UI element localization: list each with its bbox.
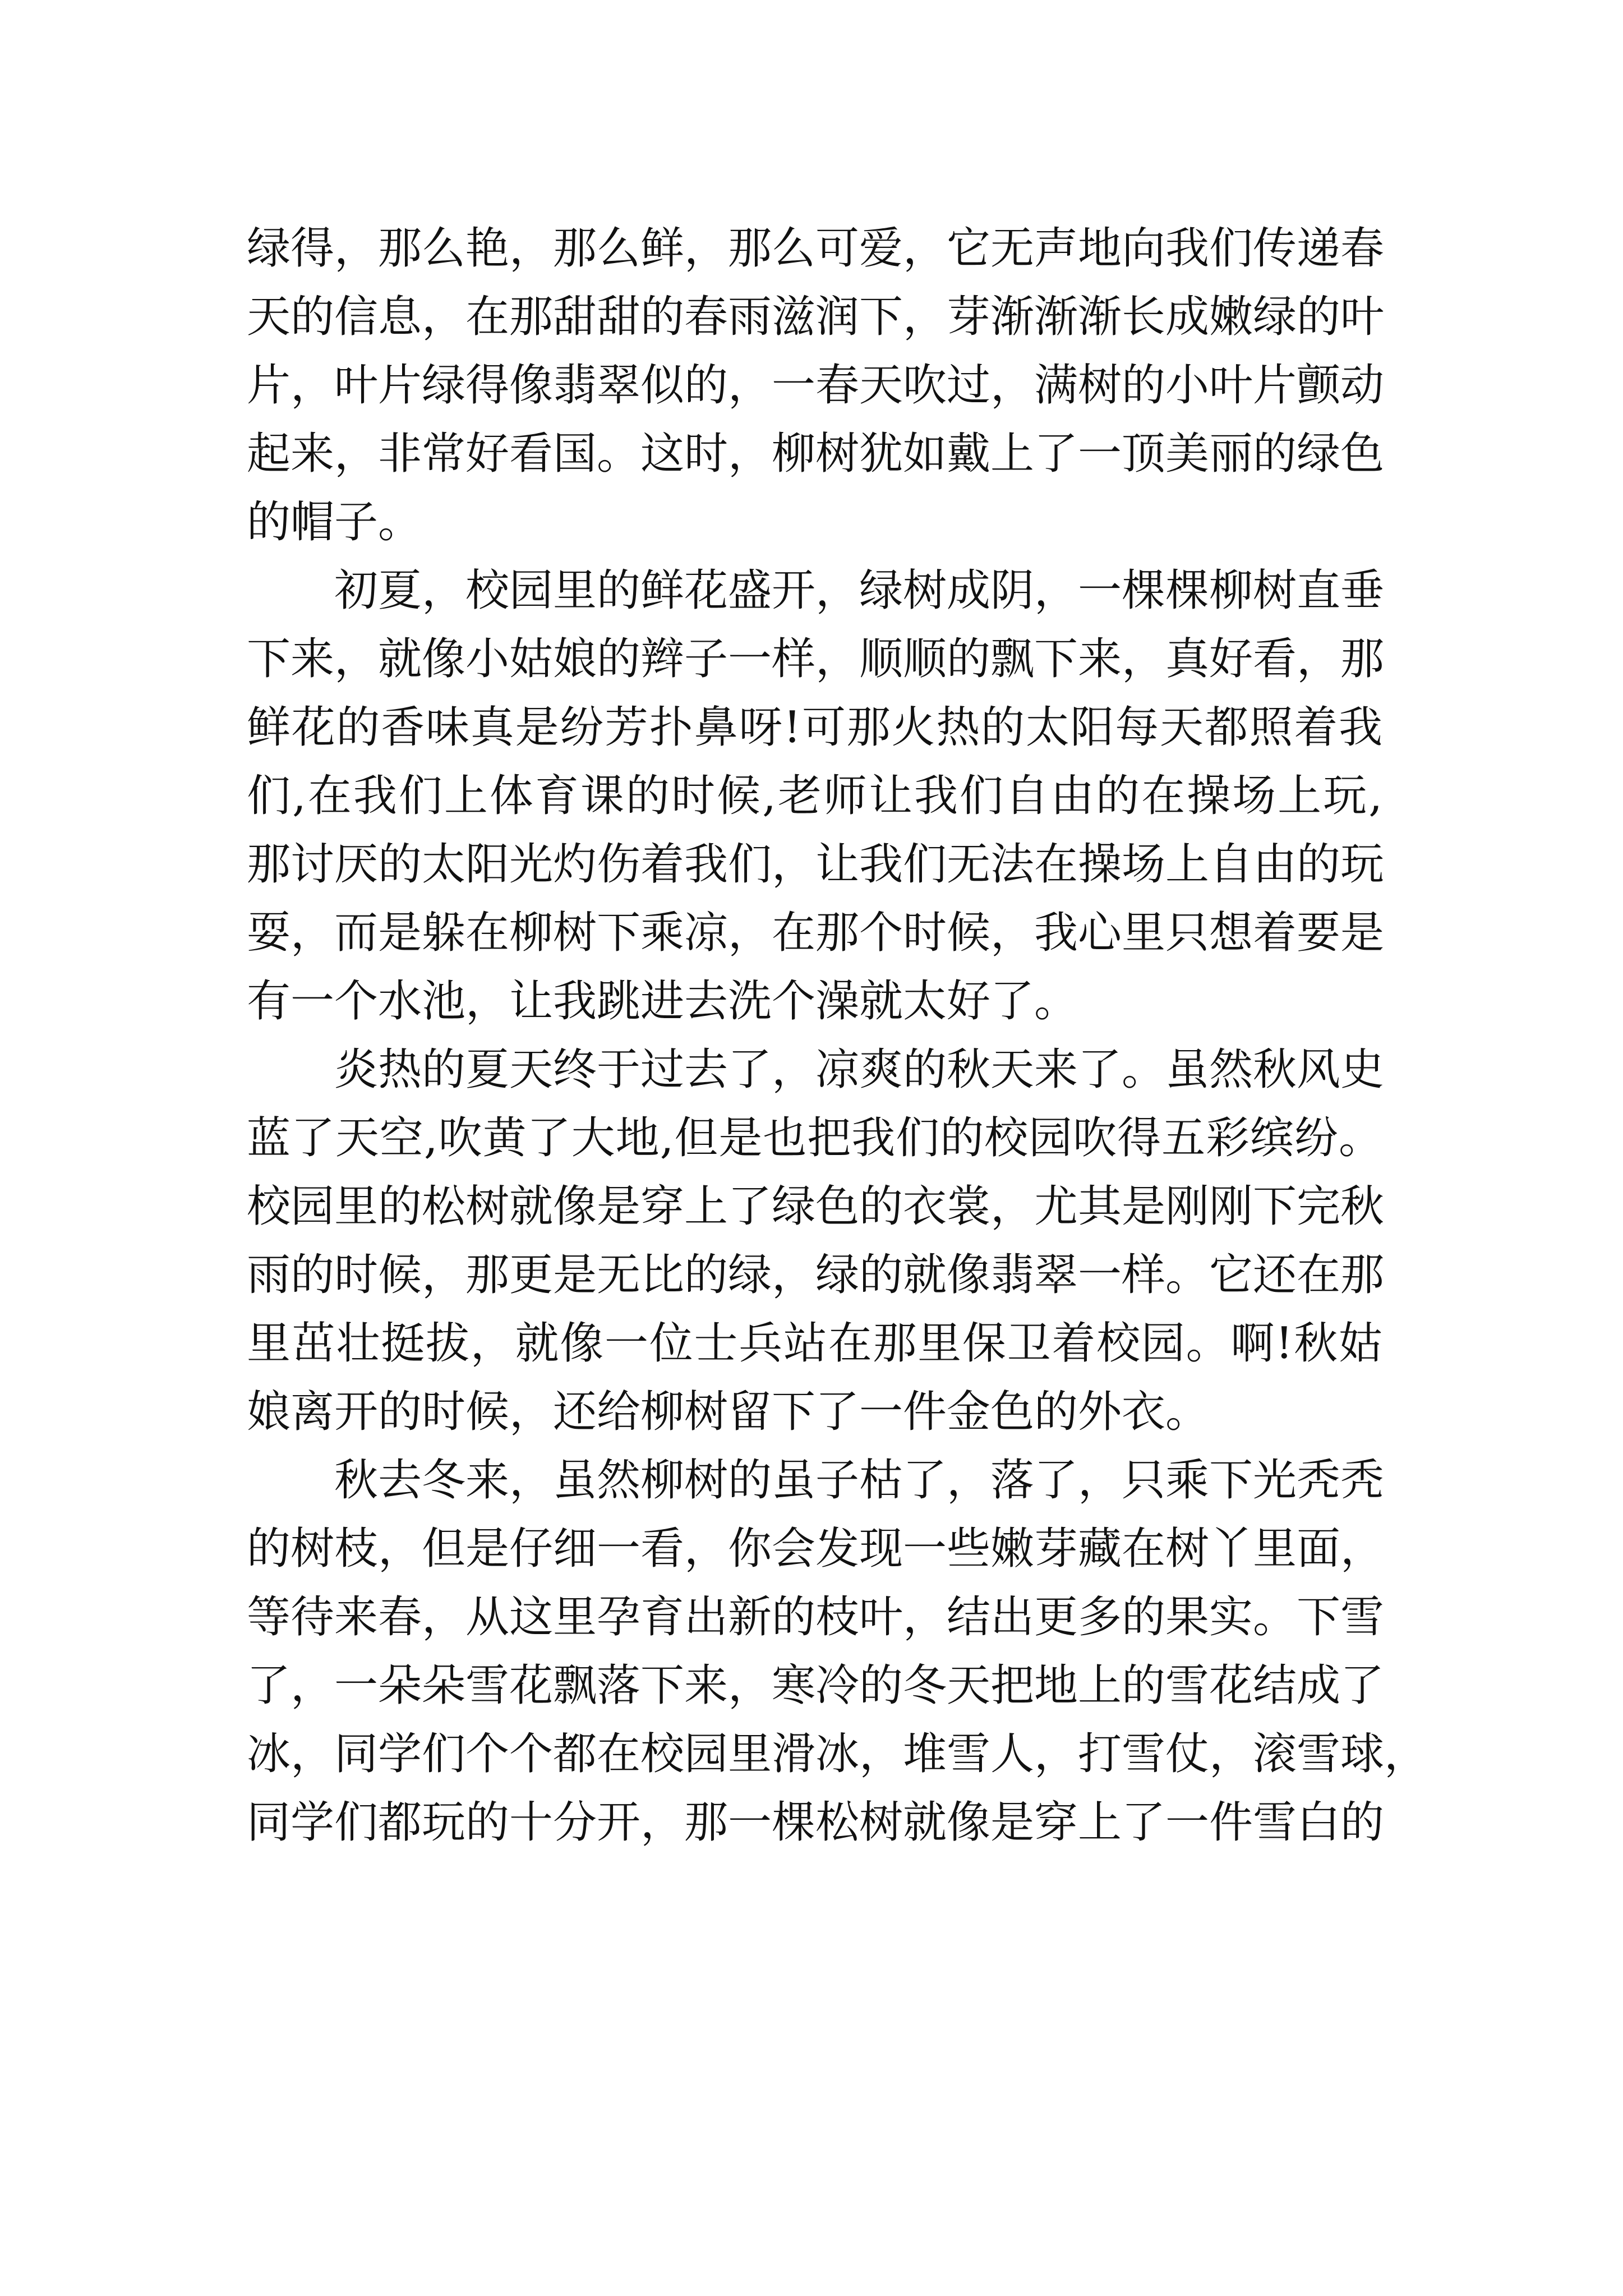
text-line: 片，叶片绿得像翡翠似的，一春天吹过，满树的小叶片颤动: [247, 360, 1385, 411]
essay-body: [247, 214, 1428, 1857]
text-line: 校园里的松树就像是穿上了绿色的衣裳，尤其是刚刚下完秋: [247, 1181, 1385, 1232]
text-line: 娘离开的时候，还给柳树留下了一件金色的外衣。: [247, 1387, 1210, 1437]
text-line: 里茁壮挺拔，就像一位士兵站在那里保卫着校园。啊!秋姑: [247, 1318, 1382, 1369]
text-line: 雨的时候，那更是无比的绿，绿的就像翡翠一样。它还在那: [247, 1250, 1385, 1300]
text-line: 初夏，校园里的鲜花盛开，绿树成阴，一棵棵柳树直垂: [334, 565, 1385, 616]
text-line: 鲜花的香味真是纷芳扑鼻呀!可那火热的太阳每天都照着我: [247, 702, 1382, 753]
text-line: 冰，同学们个个都在校园里滑冰，堆雪人，打雪仗，滚雪球，: [247, 1729, 1428, 1779]
text-line: 们,在我们上体育课的时候,老师让我们自由的在操场上玩,: [247, 771, 1382, 821]
text-line: 了，一朵朵雪花飘落下来，寒冷的冬天把地上的雪花结成了: [247, 1660, 1385, 1711]
paragraph: [247, 214, 1385, 556]
text-line: 炎热的夏天终于过去了，凉爽的秋天来了。虽然秋风史: [334, 1045, 1385, 1095]
text-line: 耍，而是躲在柳树下乘凉，在那个时候，我心里只想着要是: [247, 908, 1385, 958]
text-line: 的帽子。: [247, 497, 422, 547]
paragraph: [247, 1446, 1428, 1857]
text-line: 起来，非常好看国。这时，柳树犹如戴上了一顶美丽的绿色: [247, 429, 1385, 479]
paragraph: [247, 556, 1385, 1036]
text-line: 有一个水池，让我跳进去洗个澡就太好了。: [247, 976, 1078, 1027]
text-line: 下来，就像小姑娘的辫子一样，顺顺的飘下来，真好看，那: [247, 634, 1385, 684]
paragraph: [247, 1036, 1385, 1446]
text-line: 蓝了天空,吹黄了大地,但是也把我们的校园吹得五彩缤纷。: [247, 1113, 1382, 1163]
text-line: 那讨厌的太阳光灼伤着我们，让我们无法在操场上自由的玩: [247, 839, 1385, 890]
text-line: 等待来春，从这里孕育出新的枝叶，结出更多的果实。下雪: [247, 1592, 1385, 1642]
text-line: 天的信息，在那甜甜的春雨滋润下，芽渐渐渐长成嫩绿的叶: [247, 292, 1385, 342]
text-line: 绿得，那么艳，那么鲜，那么可爱，它无声地向我们传递春: [247, 223, 1385, 274]
text-line: 同学们都玩的十分开，那一棵松树就像是穿上了一件雪白的: [247, 1797, 1385, 1848]
text-line: 的树枝，但是仔细一看，你会发现一些嫩芽藏在树丫里面，: [247, 1524, 1385, 1574]
text-line: 秋去冬来，虽然柳树的虽子枯了，落了，只乘下光秃秃: [334, 1455, 1385, 1506]
